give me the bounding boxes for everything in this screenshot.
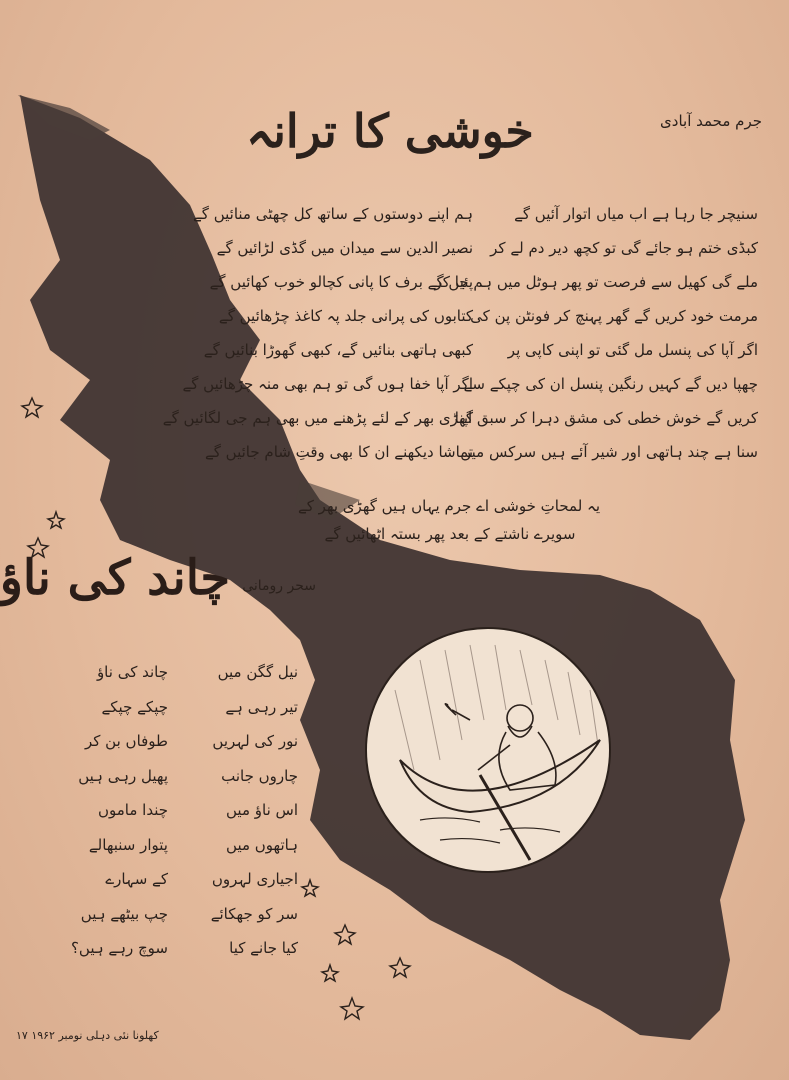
poem-line: سوچ رہے ہیں؟ <box>70 939 168 957</box>
page-title: خوشی کا ترانہ <box>246 104 534 158</box>
verse-line: تماشا دیکھنے ان کا بھی وقتِ شام جائیں گے <box>204 443 473 461</box>
poem-line: پھیل رہی ہیں <box>78 766 168 785</box>
poem-line: نیل گگن میں <box>217 663 298 681</box>
verse-line: گھڑی بھر کے لئے پڑھنے میں بھی ہم جی لگائیں گے <box>162 409 473 427</box>
poem-line: اجیاری لہروں <box>211 870 298 888</box>
poem1-left-column <box>162 197 473 469</box>
star-icon <box>335 925 355 944</box>
poem2-left-column <box>48 655 168 966</box>
verse-line: چھپا دیں گے کہیں رنگین پنسل ان کی چپکے سے <box>463 375 758 393</box>
star-icon <box>390 958 410 977</box>
verse-line: کتابوں کی پرانی جلد پہ کاغذ چڑھائیں گے <box>218 307 473 325</box>
verse-line: اگر آپا کی پنسل مل گئی تو اپنی کاپی پر <box>507 341 758 359</box>
poem-line: چاند کی ناؤ <box>96 663 168 681</box>
poem-line: نور کی لہریں <box>212 732 298 750</box>
verse-line: کبڈی ختم ہو جائے گی تو کچھ دیر دم لے کر <box>490 239 758 257</box>
star-icon <box>302 880 318 896</box>
verse-line: اگر آپا خفا ہوں گی تو ہم بھی منہ چڑھائیں گے <box>182 375 473 393</box>
poem-line: پتوار سنبھالے <box>88 835 168 854</box>
poem2-title: چاند کی ناؤ <box>0 550 230 606</box>
verse-line: کبھی ہاتھی بنائیں گے، کبھی گھوڑا بنائیں گے <box>203 341 473 359</box>
verse-line: مرمت خود کریں گے گھر پہنچ کر فونٹن پن کی <box>470 307 758 325</box>
poem-line: چپکے چپکے <box>101 697 168 716</box>
star-icon <box>22 398 42 417</box>
moon-disc <box>366 628 610 872</box>
verse-line: کریں گے خوش خطی کی مشق دہرا کر سبق اپنا <box>454 409 758 427</box>
verse-line: سنیچر جا رہا ہے اب میاں اتوار آئیں گے <box>514 205 758 223</box>
poem-line: چپ بیٹھے ہیں <box>80 904 168 923</box>
couplet-line: یہ لمحاتِ خوشی اے جرم یہاں ہیں گھڑی بھر کے <box>297 497 600 515</box>
verse-line: پئیں گے برف کا پانی کچالو خوب کھائیں گے <box>209 273 473 291</box>
verse-line: نصیر الدین سے میدان میں گڈی لڑائیں گے <box>216 239 473 257</box>
star-icon <box>48 512 64 528</box>
verse-line: ملے گی کھیل سے فرصت تو پھر ہوٹل میں ہم جا کر <box>434 273 758 291</box>
poem1-right-column <box>434 197 758 469</box>
poem2-poet: سحر رومانی <box>242 578 316 594</box>
poem2-right-column <box>188 655 298 966</box>
poem-line: طوفاں بن کر <box>85 732 168 750</box>
closing-couplet <box>297 492 600 548</box>
star-icon <box>341 998 363 1019</box>
star-icon <box>322 965 338 981</box>
poem-line: کے سہارے <box>105 870 168 888</box>
poem-line: اس ناؤ میں <box>226 801 298 819</box>
verse-line: ہم اپنے دوستوں کے ساتھ کل چھٹی منائیں گے <box>193 205 473 223</box>
poet-name: جرم محمد آبادی <box>660 112 762 130</box>
poem-line: چندا ماموں <box>97 801 168 819</box>
poem-line: چاروں جانب <box>221 766 298 785</box>
poem-line: سر کو جھکائے <box>210 904 298 923</box>
couplet-line: سویرے ناشتے کے بعد پھر بستہ اٹھائیں گے <box>324 525 576 543</box>
poem-line: کیا جانے کیا <box>229 939 298 957</box>
poem-line: ہاتھوں میں <box>226 835 298 854</box>
page-footer: کھلونا نئی دہلی نومبر ۱۹۶۲ ۱۷ <box>16 1029 159 1042</box>
verse-line: سنا ہے چند ہاتھی اور شیر آئے ہیں سرکس میں <box>460 443 758 461</box>
poem-line: تیر رہی ہے <box>225 697 298 716</box>
